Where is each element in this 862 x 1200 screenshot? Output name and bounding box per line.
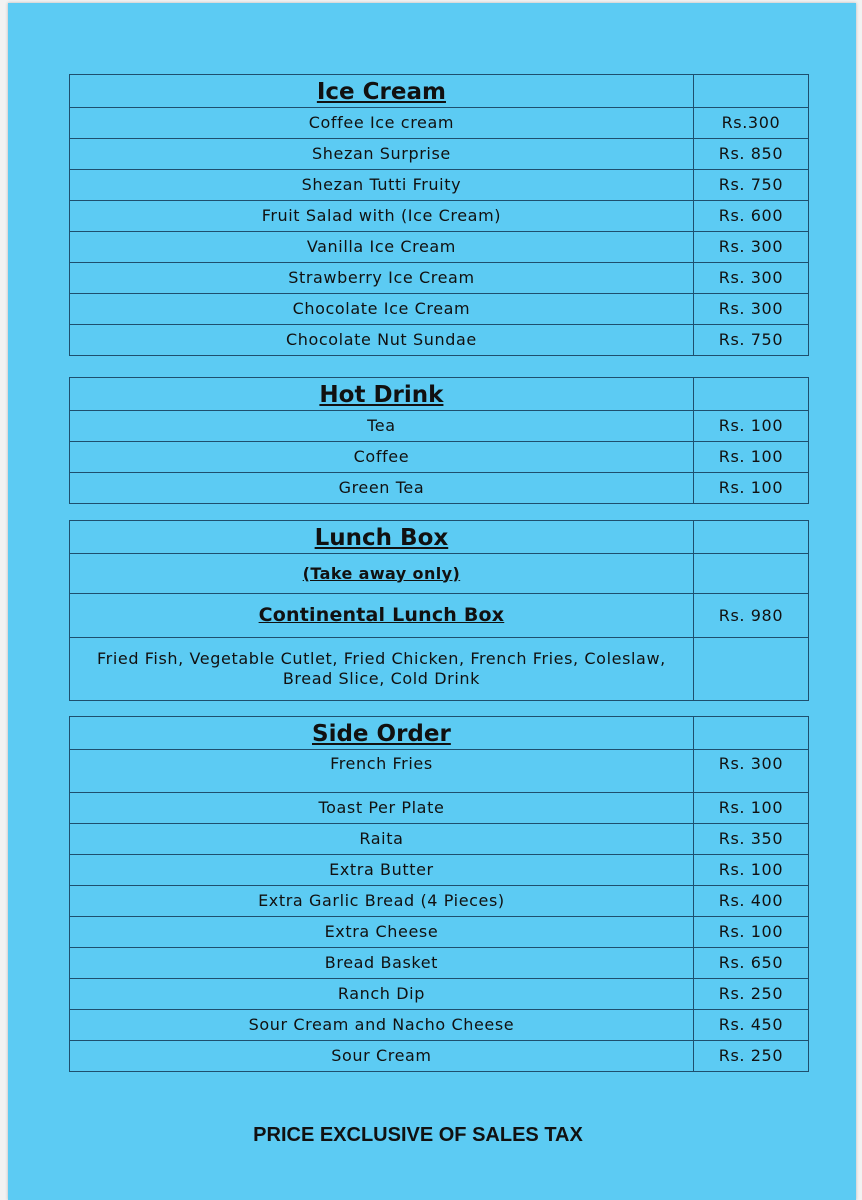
section-price-cell bbox=[693, 521, 808, 554]
table-row bbox=[70, 473, 809, 504]
table-row bbox=[70, 886, 809, 917]
section-title-cell bbox=[70, 378, 694, 411]
item-name: Vanilla Ice Cream bbox=[70, 232, 694, 263]
table-row bbox=[70, 638, 809, 701]
table-row bbox=[70, 232, 809, 263]
item-name: Tea bbox=[70, 411, 694, 442]
table-row bbox=[70, 294, 809, 325]
menu-page bbox=[8, 3, 856, 1200]
item-price: Rs. 100 bbox=[693, 473, 808, 504]
item-price: Rs. 300 bbox=[693, 750, 808, 793]
ice-cream-table bbox=[69, 74, 809, 356]
side-order-table bbox=[69, 716, 809, 1072]
item-price: Rs. 850 bbox=[693, 139, 808, 170]
item-name: Extra Garlic Bread (4 Pieces) bbox=[70, 886, 694, 917]
item-price: Rs. 300 bbox=[693, 232, 808, 263]
item-price: Rs. 650 bbox=[693, 948, 808, 979]
lunch-box-description-line1: Fried Fish, Vegetable Cutlet, Fried Chicken, French Fries, Coleslaw, bbox=[97, 649, 666, 668]
section-price-cell bbox=[693, 378, 808, 411]
section-header-row bbox=[70, 521, 809, 554]
empty-price-cell bbox=[693, 554, 808, 594]
table-row bbox=[70, 1041, 809, 1072]
item-price: Rs. 450 bbox=[693, 1010, 808, 1041]
item-name: Green Tea bbox=[70, 473, 694, 504]
item-name: Sour Cream bbox=[70, 1041, 694, 1072]
table-row bbox=[70, 824, 809, 855]
item-price: Rs. 980 bbox=[693, 594, 808, 638]
table-row bbox=[70, 325, 809, 356]
table-row bbox=[70, 917, 809, 948]
side-order-title: Side Order bbox=[312, 721, 451, 747]
table-row bbox=[70, 1010, 809, 1041]
continental-lunch-box-title: Continental Lunch Box bbox=[258, 604, 505, 626]
section-price-cell bbox=[693, 717, 808, 750]
item-name: Toast Per Plate bbox=[70, 793, 694, 824]
item-price: Rs. 750 bbox=[693, 325, 808, 356]
item-name: Raita bbox=[70, 824, 694, 855]
item-price: Rs. 600 bbox=[693, 201, 808, 232]
item-name: Shezan Surprise bbox=[70, 139, 694, 170]
item-price: Rs. 100 bbox=[693, 917, 808, 948]
item-price: Rs. 100 bbox=[693, 411, 808, 442]
section-header-row bbox=[70, 75, 809, 108]
ice-cream-title: Ice Cream bbox=[316, 79, 446, 105]
item-name: Fruit Salad with (Ice Cream) bbox=[70, 201, 694, 232]
table-row bbox=[70, 594, 809, 638]
section-title-cell bbox=[70, 75, 694, 108]
item-price: Rs. 100 bbox=[693, 442, 808, 473]
item-price: Rs.300 bbox=[693, 108, 808, 139]
continental-lunch-box-cell bbox=[70, 594, 694, 638]
item-name: Chocolate Nut Sundae bbox=[70, 325, 694, 356]
table-row bbox=[70, 108, 809, 139]
item-name: Coffee Ice cream bbox=[70, 108, 694, 139]
item-name: Extra Butter bbox=[70, 855, 694, 886]
section-price-cell bbox=[693, 75, 808, 108]
item-name: Ranch Dip bbox=[70, 979, 694, 1010]
lunch-box-title: Lunch Box bbox=[314, 525, 449, 551]
section-title-cell bbox=[70, 717, 694, 750]
item-price: Rs. 100 bbox=[693, 793, 808, 824]
item-price: Rs. 250 bbox=[693, 1041, 808, 1072]
empty-price-cell bbox=[693, 638, 808, 701]
hot-drink-table bbox=[69, 377, 809, 504]
section-title-cell bbox=[70, 521, 694, 554]
item-name: Bread Basket bbox=[70, 948, 694, 979]
table-row bbox=[70, 855, 809, 886]
hot-drink-title: Hot Drink bbox=[319, 382, 444, 408]
table-row bbox=[70, 442, 809, 473]
lunch-box-description bbox=[70, 638, 694, 701]
item-name: French Fries bbox=[70, 750, 694, 793]
table-row bbox=[70, 263, 809, 294]
item-name: Extra Cheese bbox=[70, 917, 694, 948]
take-away-note: (Take away only) bbox=[302, 563, 461, 583]
item-price: Rs. 350 bbox=[693, 824, 808, 855]
section-header-row bbox=[70, 378, 809, 411]
table-row bbox=[70, 139, 809, 170]
item-name: Coffee bbox=[70, 442, 694, 473]
sales-tax-footer: PRICE EXCLUSIVE OF SALES TAX bbox=[253, 1124, 583, 1146]
item-name: Sour Cream and Nacho Cheese bbox=[70, 1010, 694, 1041]
section-header-row bbox=[70, 717, 809, 750]
lunch-box-description-line2: Bread Slice, Cold Drink bbox=[282, 669, 480, 688]
item-name: Shezan Tutti Fruity bbox=[70, 170, 694, 201]
table-row bbox=[70, 201, 809, 232]
item-price: Rs. 400 bbox=[693, 886, 808, 917]
table-row bbox=[70, 170, 809, 201]
table-row bbox=[70, 793, 809, 824]
lunch-box-table bbox=[69, 520, 809, 701]
table-row bbox=[70, 948, 809, 979]
item-name: Strawberry Ice Cream bbox=[70, 263, 694, 294]
take-away-note-cell bbox=[70, 554, 694, 594]
item-price: Rs. 250 bbox=[693, 979, 808, 1010]
table-row bbox=[70, 554, 809, 594]
item-price: Rs. 100 bbox=[693, 855, 808, 886]
item-price: Rs. 300 bbox=[693, 263, 808, 294]
item-price: Rs. 300 bbox=[693, 294, 808, 325]
item-name: Chocolate Ice Cream bbox=[70, 294, 694, 325]
table-row bbox=[70, 750, 809, 793]
table-row bbox=[70, 411, 809, 442]
item-price: Rs. 750 bbox=[693, 170, 808, 201]
table-row bbox=[70, 979, 809, 1010]
